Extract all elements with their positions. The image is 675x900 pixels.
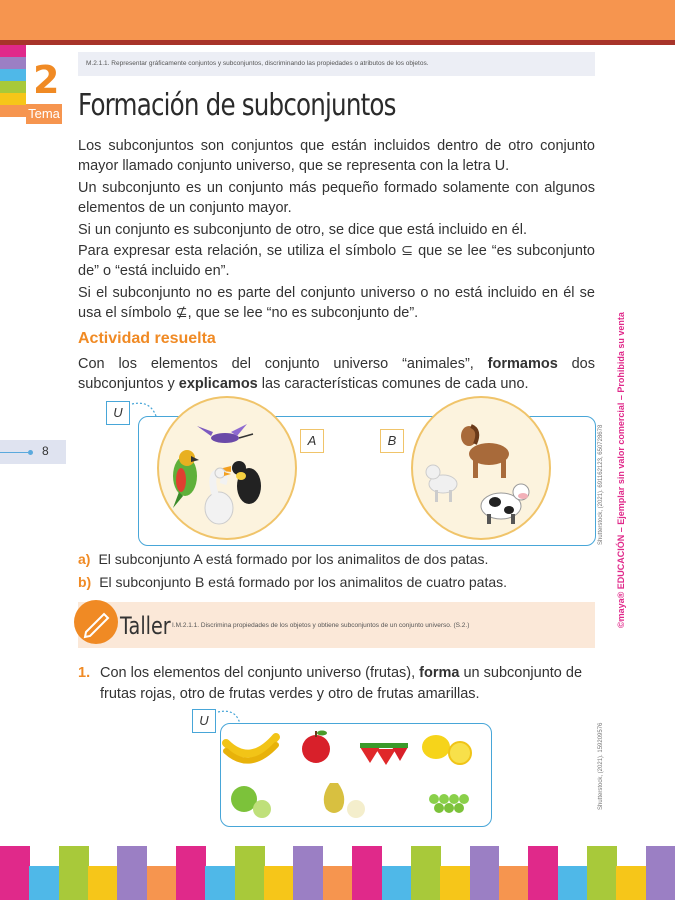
- answer-b: b) El subconjunto B está formado por los animalitos de cuatro patas.: [78, 574, 508, 590]
- set-a-label: A: [300, 429, 324, 453]
- tema-number: 2: [33, 58, 60, 102]
- stripe: [264, 866, 294, 900]
- grapes-icon: [429, 794, 469, 813]
- stripe: [558, 866, 588, 900]
- stripe: [59, 846, 89, 900]
- intro-paragraph-2: Un subconjunto es un conjunto más pequeño formado solamente con algunos elementos de un conjunto mayor.: [78, 180, 595, 216]
- stripe: [528, 846, 558, 900]
- apple-red-icon: [302, 731, 330, 764]
- stripe: [117, 846, 147, 900]
- stripe: [616, 866, 646, 900]
- fruits-illustration: [220, 723, 490, 825]
- publisher-notice: ©maya® EDUCACIÓN – Ejemplar sin valor comercial – Prohibida su venta: [616, 312, 626, 628]
- stripe: [176, 846, 206, 900]
- apple-green-icon: [231, 786, 271, 818]
- parrot-icon: [173, 450, 199, 508]
- intro-paragraph-4: Para expresar esta relación, se utiliza el símbolo ⊆ que se lee “es subconjunto de” o “está incluido en”.: [78, 243, 595, 279]
- birds-illustration: [157, 396, 293, 536]
- universe-label-animals: U: [106, 401, 130, 425]
- stripe: [587, 846, 617, 900]
- stripe: [205, 866, 235, 900]
- strawberry-icon: [360, 743, 408, 765]
- activity-text: Con los elementos del conjunto universo “animales”, formamos dos subconjuntos y explicamos las características comunes de cada uno.: [78, 356, 595, 392]
- stripe: [499, 866, 529, 900]
- objective-banner: M.2.1.1. Representar gráficamente conjuntos y subconjuntos, discriminando las propiedades o atributos de los objetos.: [78, 52, 595, 76]
- stripe: [293, 846, 323, 900]
- dotted-connector: [130, 400, 160, 420]
- page-number: 8: [42, 444, 49, 458]
- stripe: [323, 866, 353, 900]
- intro-paragraph-1: Los subconjuntos son conjuntos que están incluidos dentro de otro conjunto mayor llamado conjunto universo, que se representa con la letra U.: [78, 138, 595, 174]
- stripe: [411, 846, 441, 900]
- goose-icon: [205, 468, 233, 524]
- stripe: [646, 846, 675, 900]
- page-number-tab: [0, 440, 66, 464]
- stripe: [88, 866, 118, 900]
- taller-criterion: I.M.2.1.1. Discrimina propiedades de los objetos y obtiene subconjuntos de un conjunto universo. (S.2.): [172, 622, 470, 629]
- horse-icon: [461, 426, 509, 478]
- cow-icon: [481, 484, 529, 524]
- stripe: [440, 866, 470, 900]
- top-banner-line: [0, 40, 675, 45]
- quadrupeds-illustration: [411, 396, 547, 536]
- image-credit-2: Shutterstock, (2021). 159209576: [598, 722, 604, 810]
- stripe: [147, 866, 177, 900]
- stripe: [235, 846, 265, 900]
- universe-label-fruits: U: [192, 709, 216, 733]
- page-title: Formación de subconjuntos: [78, 88, 396, 123]
- stripe: [29, 866, 59, 900]
- set-b-label: B: [380, 429, 404, 453]
- image-credit-1: Shutterstock, (2021). 691162123, 650728678: [598, 424, 604, 545]
- tema-label: Tema: [26, 104, 62, 124]
- goat-icon: [426, 465, 457, 502]
- exercise-1: 1. Con los elementos del conjunto universo (frutas), forma un subconjunto de frutas rojas, otro de frutas verdes y otro de frutas amarillas.: [78, 665, 583, 702]
- hummingbird-icon: [197, 424, 253, 443]
- stripe: [470, 846, 500, 900]
- stripe: [382, 866, 412, 900]
- intro-paragraph-5: Si el subconjunto no es parte del conjunto universo o no está incluido en él se usa el símbolo ⊈, que se lee “no es subconjunto de”.: [78, 285, 595, 321]
- top-banner: [0, 0, 675, 40]
- side-stripes: [0, 45, 26, 117]
- banana-icon: [226, 737, 276, 761]
- answer-a: a) El subconjunto A está formado por los animalitos de dos patas.: [78, 551, 489, 567]
- taller-title: Taller: [120, 612, 171, 640]
- stripe: [352, 846, 382, 900]
- bottom-stripes: [0, 846, 675, 900]
- stripe: [0, 846, 30, 900]
- pear-icon: [324, 783, 365, 818]
- lemon-icon: [422, 735, 471, 764]
- taller-badge: [74, 600, 118, 644]
- intro-paragraph-3: Si un conjunto es subconjunto de otro, se dice que está incluido en él.: [78, 222, 527, 238]
- pencil-icon: [74, 600, 118, 644]
- activity-heading: Actividad resuelta: [78, 330, 216, 347]
